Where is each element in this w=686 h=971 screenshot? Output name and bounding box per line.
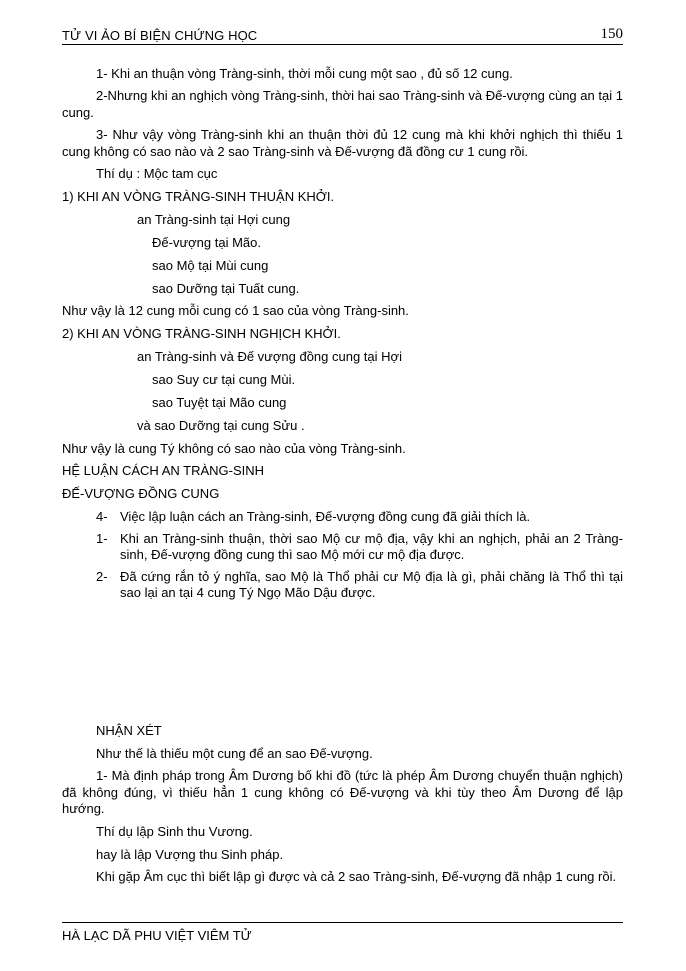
header-title: TỬ VI ẢO BÍ BIỆN CHỨNG HỌC (62, 28, 258, 43)
example-label: Thí dụ : Mộc tam cục (96, 166, 218, 181)
s2-line: và sao Dưỡng tại cung Sửu . (137, 418, 305, 433)
remark-title: NHẬN XÉT (96, 723, 162, 738)
paragraph-3 (62, 127, 623, 160)
paragraph-2 (62, 88, 623, 121)
paragraph-1: 1- Khi an thuận vòng Tràng-sinh, thời mỗi cung một sao , đủ số 12 cung. (96, 66, 513, 81)
page-header (62, 26, 623, 46)
s2-line: an Tràng-sinh và Đế vượng đồng cung tại Hợi (137, 349, 402, 364)
page-number: 150 (600, 26, 623, 42)
remark-paragraph-text: 1- Mà định pháp trong Âm Dương bố khi đồ (tức là phép Âm Dương chuyển thuận nghịch) đã không đúng, vì thiếu hẳn 1 cung không có Đế-vượng và khi tùy theo Âm Dương để lập hướng. (62, 768, 623, 816)
corollary-heading: HỆ LUẬN CÁCH AN TRÀNG-SINH (62, 463, 265, 478)
remark-paragraph (62, 768, 623, 818)
section-heading-2: 2) KHI AN VÒNG TRÀNG-SINH NGHỊCH KHỞI. (62, 326, 341, 341)
s1-line: sao Mộ tại Mùi cung (152, 258, 269, 273)
remark-paragraph (62, 869, 623, 886)
footer-divider (62, 922, 623, 923)
list-item-text: Khi an Tràng-sinh thuận, thời sao Mộ cư mộ địa, vậy khi an nghịch, phải an 2 Tràng-sinh, Đế-vượng đồng cung thì sao Mộ mới cư mộ địa được. (120, 531, 623, 562)
paragraph-3-text: 3- Như vậy vòng Tràng-sinh khi an thuận thời đủ 12 cung mà khi khởi nghịch thì thiếu 1 cung không có sao nào và 2 sao Tràng-sinh và Đế-vượng đã đồng cư 1 cung rồi. (62, 127, 623, 159)
corollary-subheading: ĐẾ-VƯỢNG ĐỒNG CUNG (62, 486, 220, 501)
remark-line: Như thế là thiếu một cung để an sao Đế-vượng. (96, 746, 373, 761)
page-footer: HÀ LẠC DÃ PHU VIỆT VIÊM TỬ (62, 928, 252, 943)
s1-conclusion: Như vậy là 12 cung mỗi cung có 1 sao của vòng Tràng-sinh. (62, 303, 409, 318)
section-heading-1: 1) KHI AN VÒNG TRÀNG-SINH THUẬN KHỞI. (62, 189, 335, 204)
list-item-number: 2- (96, 569, 108, 584)
paragraph-2-text: 2-Nhưng khi an nghịch vòng Tràng-sinh, thời hai sao Tràng-sinh và Đế-vượng cùng an tại 1 cung. (62, 88, 623, 120)
list-item (96, 569, 623, 601)
list-item-text: Đã cứng rắn tỏ ý nghĩa, sao Mộ là Thổ phải cư Mộ địa là gì, phải chăng là Thổ thì tại sao lại an tại 4 cung Tý Ngọ Mão Dậu được. (120, 569, 623, 600)
remark-line: Thí dụ lập Sinh thu Vương. (96, 824, 253, 839)
list-item-number: 4- (96, 509, 108, 524)
header-divider (62, 44, 623, 45)
list-item (96, 531, 623, 563)
s2-line: sao Suy cư tại cung Mùi. (152, 372, 296, 387)
remark-paragraph-text: Khi gặp Âm cục thì biết lập gì được và cả 2 sao Tràng-sinh, Đế-vượng đã nhập 1 cung rồi. (96, 869, 617, 884)
list-item-text: Việc lập luận cách an Tràng-sinh, Đế-vượng đồng cung đã giải thích là. (120, 509, 531, 524)
s2-line: sao Tuyệt tại Mão cung (152, 395, 287, 410)
s1-line: sao Dưỡng tại Tuất cung. (152, 281, 300, 296)
list-item-number: 1- (96, 531, 108, 546)
s1-line: an Tràng-sinh tại Hợi cung (137, 212, 291, 227)
remark-line: hay là lập Vượng thu Sinh pháp. (96, 847, 284, 862)
list-item (96, 509, 623, 525)
s2-conclusion: Như vậy là cung Tý không có sao nào của vòng Tràng-sinh. (62, 441, 406, 456)
s1-line: Đế-vượng tại Mão. (152, 235, 261, 250)
